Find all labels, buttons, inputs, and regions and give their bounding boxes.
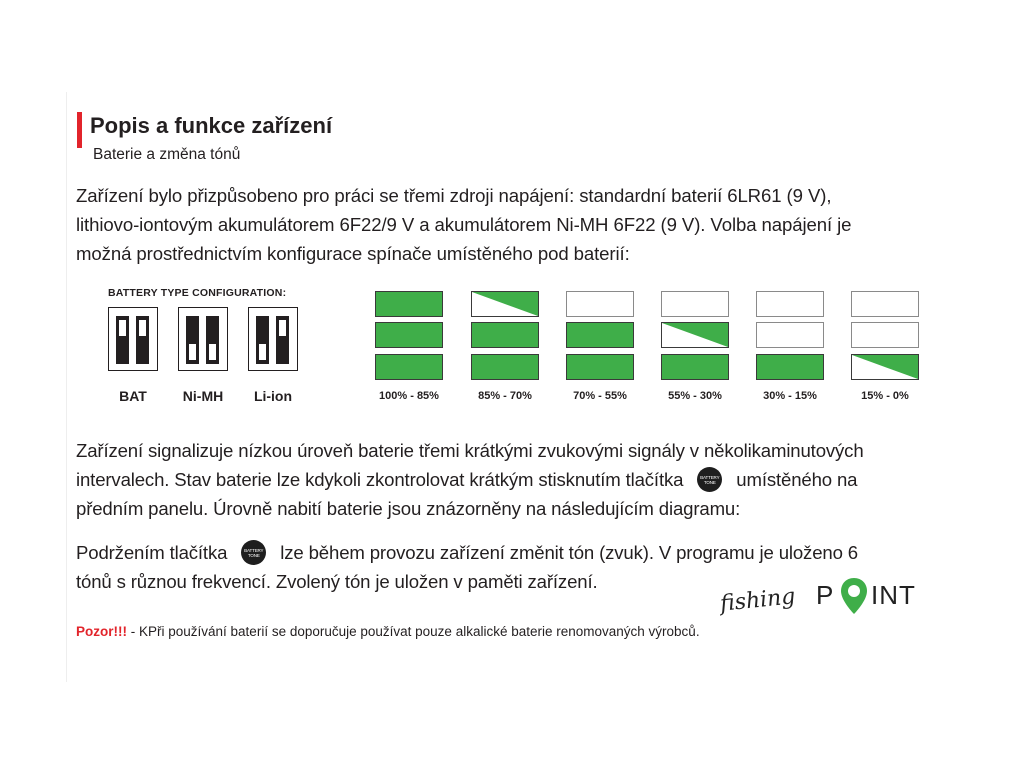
tone-text: lze během provozu zařízení změnit tón (zvuk). V programu je uloženo 6: [280, 542, 858, 563]
warning-text: - KPři používání baterií se doporučuje používat pouze alkalické baterie renomovaných výrobců.: [127, 624, 700, 639]
page-subtitle: Baterie a změna tónů: [93, 146, 241, 163]
battery-level-label: 100% - 85%: [379, 390, 439, 402]
low-battery-line: předním panelu. Úrovně nabití baterie jsou znázorněny na následujícím diagramu:: [76, 498, 741, 519]
tone-text: Podržením tlačítka: [76, 542, 228, 563]
battery-bar-full: [756, 354, 824, 380]
button-icon-text: TONE: [703, 479, 716, 485]
intro-line: lithiovo-iontovým akumulátorem 6F22/9 V a akumulátorem Ni-MH 6F22 (9 V). Volba napájení je: [76, 214, 852, 235]
battery-bar-full: [375, 322, 443, 348]
battery-bar-full: [471, 354, 539, 380]
battery-level-label: 70% - 55%: [573, 390, 627, 402]
switch-diagram-liion: [248, 307, 298, 371]
logo-letter-p: P: [816, 580, 835, 610]
page-title: Popis a funkce zařízení: [90, 113, 333, 138]
battery-bar-half: [471, 291, 539, 317]
switch-label: Li-ion: [253, 388, 293, 404]
logo-letters-int: INT: [871, 580, 916, 610]
battery-bar-full: [661, 354, 729, 380]
intro-line: možná prostřednictvím konfigurace spínače umístěného pod baterií:: [76, 243, 630, 264]
map-pin-icon: [839, 576, 869, 616]
battery-bar-empty: [566, 291, 634, 317]
heading-accent-bar: [77, 112, 82, 148]
warning-note: [76, 624, 700, 639]
button-icon-text: TONE: [247, 552, 260, 558]
battery-bar-half: [851, 354, 919, 380]
switch-label: BAT: [119, 388, 147, 404]
battery-bar-half: [661, 322, 729, 348]
switch-diagram-bat: [108, 307, 158, 371]
battery-config-title: BATTERY TYPE CONFIGURATION:: [108, 287, 287, 299]
battery-bar-empty: [851, 291, 919, 317]
battery-bar-empty: [851, 322, 919, 348]
battery-level-label: 85% - 70%: [478, 390, 532, 402]
battery-bar-full: [375, 291, 443, 317]
tone-line: [76, 538, 858, 567]
intro-paragraph: [76, 181, 851, 268]
button-icon-text: BATTERY: [700, 474, 720, 480]
battery-bar-full: [375, 354, 443, 380]
low-battery-line: [76, 465, 864, 494]
battery-bar-full: [566, 322, 634, 348]
warning-label: Pozor!!!: [76, 624, 127, 639]
battery-bar-full: [566, 354, 634, 380]
battery-level-label: 15% - 0%: [861, 390, 909, 402]
switch-diagram-nimh: [178, 307, 228, 371]
logo-script-text: fishing: [718, 584, 797, 617]
battery-level-label: 30% - 15%: [763, 390, 817, 402]
battery-bar-full: [471, 322, 539, 348]
low-battery-line: Zařízení signalizuje nízkou úroveň baterie třemi krátkými zvukovými signály v několikaminutových: [76, 440, 864, 461]
low-battery-paragraph: [76, 436, 864, 523]
low-battery-text: intervalech. Stav baterie lze kdykoli zkontrolovat krátkým stisknutím tlačítka: [76, 469, 684, 490]
battery-bar-empty: [756, 291, 824, 317]
battery-level-label: 55% - 30%: [668, 390, 722, 402]
intro-line: Zařízení bylo přizpůsobeno pro práci se třemi zdroji napájení: standardní baterií 6LR61 (9 V),: [76, 185, 832, 206]
switch-label: Ni-MH: [182, 388, 224, 404]
button-icon-text: BATTERY: [244, 547, 264, 553]
tone-line: tónů s různou frekvencí. Zvolený tón je uložen v paměti zařízení.: [76, 571, 598, 592]
page-left-border: [66, 92, 67, 682]
battery-tone-button-icon: [241, 540, 266, 565]
battery-bar-empty: [756, 322, 824, 348]
battery-tone-button-icon: [697, 467, 722, 492]
fishing-point-logo: [718, 574, 928, 649]
low-battery-text: umístěného na: [736, 469, 858, 490]
battery-bar-empty: [661, 291, 729, 317]
